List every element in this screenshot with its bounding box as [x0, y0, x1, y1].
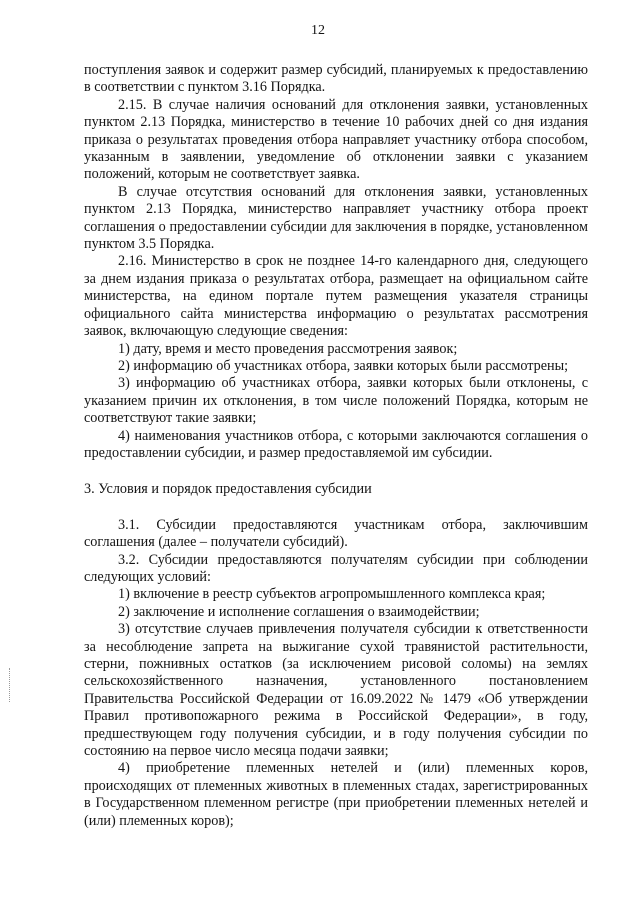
page-number: 12	[311, 23, 325, 38]
list-item-4: 4) наименования участников отбора, с которыми заключаются соглашения о предоставлении субсидии, и размер предоставляемой им субсидии.	[84, 427, 588, 461]
paragraph-continuation: поступления заявок и содержит размер субсидий, планируемых к предоставлению в соответствии с пунктом 3.16 Порядка.	[84, 62, 588, 96]
paragraph-no-grounds: В случае отсутствия оснований для отклонения заявки, установленных пунктом 2.13 Порядка, министерство направляет участнику отбора проект соглашения о предоставлении субсидии для заключения в порядке, установленном пунктом 3.5 Порядка.	[84, 183, 588, 253]
paragraph-3-2: 3.2. Субсидии предоставляются получателям субсидии при соблюдении следующих условий:	[84, 551, 588, 585]
list-item-2: 2) информацию об участниках отбора, заявки которых были рассмотрены;	[118, 357, 569, 374]
paragraph-3-1: 3.1. Субсидии предоставляются участникам отбора, заключившим соглашения (далее – получатели субсидий).	[84, 516, 588, 551]
paragraph-2-16: 2.16. Министерство в срок не позднее 14-го календарного дня, следующего за днем издания приказа о результатах отбора, размещает на официальном сайте министерства, на едином портале путем размещения указателя страницы официального сайта министерства информацию о результатах рассмотрения заявок, включающую следующие сведения:	[84, 253, 588, 340]
condition-item-4: 4) приобретение племенных нетелей и (или) племенных коров, происходящих от племенных животных в племенных стадах, зарегистрированных в Государственном племенном регистре (при приобретении племенных нетелей и (или) племенных коров);	[84, 760, 588, 829]
document-body	[84, 62, 588, 830]
section-heading: 3. Условия и порядок предоставления субсидии	[84, 481, 372, 498]
condition-item-2: 2) заключение и исполнение соглашения о взаимодействии;	[118, 603, 480, 620]
condition-item-1: 1) включение в реестр субъектов агропромышленного комплекса края;	[118, 586, 546, 603]
list-item-3: 3) информацию об участниках отбора, заявки которых были отклонены, с указанием причин их отклонения, в том числе положений Порядка, которым не соответствуют такие заявки;	[84, 375, 588, 427]
list-item-1: 1) дату, время и место проведения рассмотрения заявок;	[118, 340, 458, 357]
scan-edge-mark	[9, 668, 12, 702]
condition-item-3: 3) отсутствие случаев привлечения получателя субсидии к ответственности за несоблюдение запрета на выжигание сухой травянистой растительности, стерни, пожнивных остатков (за исключением рисовой соломы) на землях сельскохозяйственного назначения, установленного постановлением Правительства Российской Федерации от 16.09.2022 № 1479 «Об утверждении Правил противопожарного режима в Российской Федерации», в году, предшествующем году получения субсидии, и в году получения субсидии по состоянию на первое число месяца подачи заявки;	[84, 621, 588, 760]
paragraph-2-15: 2.15. В случае наличия оснований для отклонения заявки, установленных пунктом 2.13 Порядка, министерство в течение 10 рабочих дней со дня издания приказа о результатах проведения отбора направляет участнику отбора способом, указанным в заявлении, уведомление об отклонении заявки с указанием положений, которым не соответствует заявка.	[84, 96, 588, 183]
